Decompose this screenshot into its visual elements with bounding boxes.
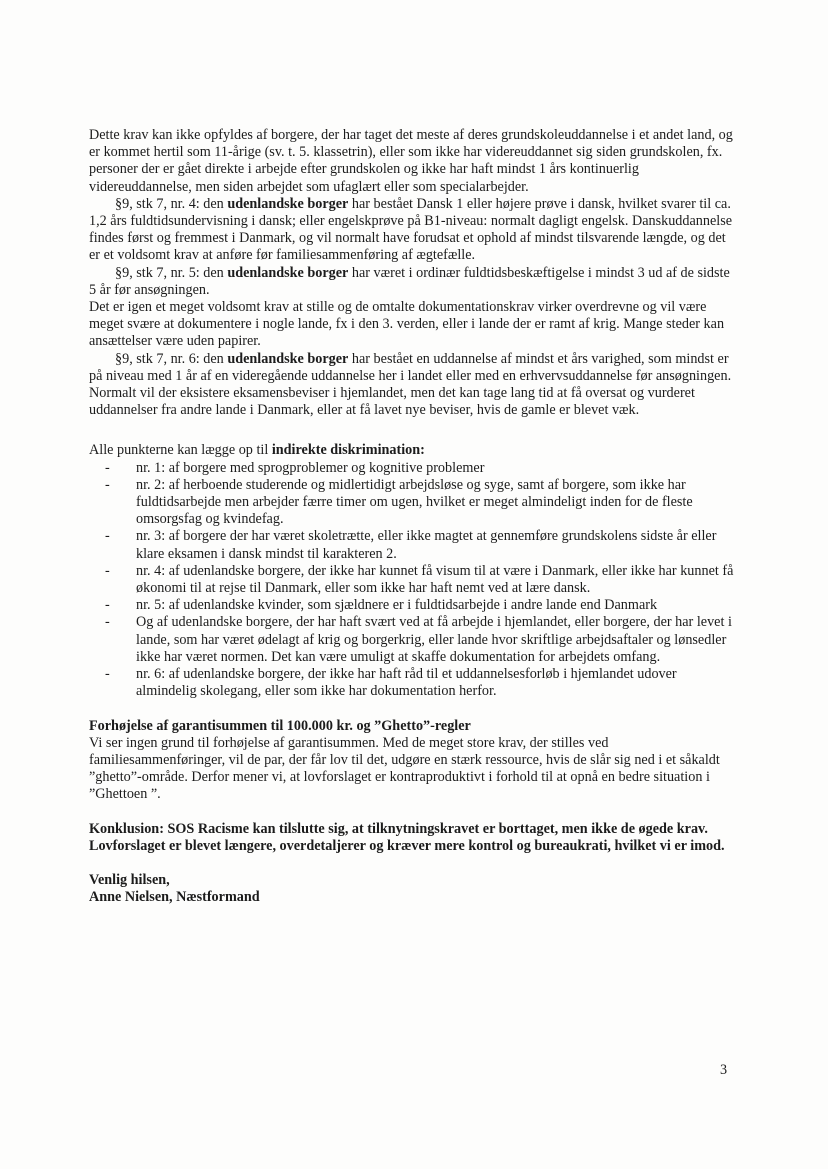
paragraph-7 — [89, 442, 739, 459]
list-dash: - — [105, 597, 110, 614]
list-item — [105, 614, 739, 666]
paragraph-5-rest: har bestået en uddannelse af mindst et års varighed, som mindst er på niveau med 1 år af en videregående uddannelse her i landet eller med en erhvervsuddannelse før ansøgningen. — [89, 350, 732, 384]
section-text: Vi ser ingen grund til forhøjelse af garantisummen. Med de meget store krav, der stilles ved familiesammenføringer, vil de par, der får lov til det, udgøre en stærk ressource, hvis de slår sig ned i et såkaldt ”ghetto”-område. Derfor mener vi, at lovforslaget er kontraproduktivt i forhold til at opnå en bedre situation i ”Ghettoen ”. — [89, 734, 720, 803]
paragraph-3-bold: udenlandske borger — [227, 264, 349, 281]
paragraph-4: Det er igen et meget voldsomt krav at stille og de omtalte dokumentationskrav virker overdrevne og vil være meget svære at dokumentere i nogle lande, fx i den 3. verden, eller i lande der er ramt af krig. Mange steder kan ansættelser være uden papirer. — [89, 299, 725, 350]
paragraph-5-bold: udenlandske borger — [227, 350, 349, 367]
list-item — [105, 528, 739, 562]
signoff-greeting — [89, 872, 739, 889]
list-item-text: Og af udenlandske borgere, der har haft svært ved at få arbejde i hjemlandet, eller borgere, der har levet i lande, som har været ødelagt af krig og borgerkrig, eller lande hvor skriftlige arbejdsaftaler og lønsedler ikke har været normen. Det kan være umuligt at skaffe dokumentation for arbejdets omfang. — [136, 614, 732, 665]
list-item-text: nr. 2: af herboende studerende og midlertidigt arbejdsløse og syge, samt af borgere, som ikke har fuldtidsarbejde men arbejder færre timer om ugen, hvilket er meget almindeligt inden for de fleste omsorgsfag og kvindefag. — [136, 476, 693, 528]
paragraph-3-lead: §9, stk 7, nr. 5: den — [115, 264, 228, 281]
list-item-text: nr. 3: af borgere der har været skoletrætte, eller ikke magtet at gennemføre grundskolens sidste år eller klare eksamen i dansk mindst til karakteren 2. — [136, 528, 717, 562]
list-item — [105, 563, 739, 597]
list-item — [105, 460, 739, 477]
list-item-text: nr. 6: af udenlandske borgere, der ikke har haft råd til et uddannelsesforløb i hjemlandet udover almindelig skolegang, eller som ikke har dokumentation herfor. — [136, 666, 677, 700]
signoff-greeting-text: Venlig hilsen, — [89, 871, 170, 888]
page-number: 3 — [720, 1062, 728, 1078]
document-body — [89, 127, 739, 906]
paragraph-5 — [89, 351, 739, 385]
list-dash: - — [105, 528, 110, 545]
paragraph-2-lead: §9, stk 7, nr. 4: den — [115, 195, 228, 212]
list-dash: - — [105, 614, 110, 631]
signoff-name-text: Anne Nielsen, Næstformand — [89, 889, 260, 906]
list-item-text: nr. 5: af udenlandske kvinder, som sjældnere er i fuldtidsarbejde i andre lande end Danmark — [136, 597, 658, 614]
list-item-text: nr. 4: af udenlandske borgere, der ikke har kunnet få visum til at være i Danmark, eller ikke har kunnet få økonomi til at rejse til Danmark, eller som ikke har haft nemt ved at lære dansk. — [136, 562, 734, 597]
paragraph-5-lead: §9, stk 7, nr. 6: den — [115, 350, 228, 367]
conclusion — [89, 821, 739, 855]
list-dash: - — [105, 476, 110, 493]
section-heading — [89, 718, 739, 735]
list-item-text: nr. 1: af borgere med sprogproblemer og kognitive problemer — [136, 459, 485, 476]
list-dash: - — [105, 666, 110, 683]
list-dash: - — [105, 459, 110, 476]
paragraph-3-rest: har været i ordinær fuldtidsbeskæftigelse i mindst 3 ud af de sidste 5 år før ansøgningen. — [89, 264, 730, 298]
paragraph-3 — [89, 265, 739, 299]
conclusion-text: Konklusion: SOS Racisme kan tilslutte sig, at tilknytningskravet er borttaget, men ikke de øgede krav. Lovforslaget er blevet længere, overdetaljerer og kræver mere kontrol og bureaukrati, hvilket vi er imod. — [89, 820, 725, 854]
list-item — [105, 597, 739, 614]
section-heading-text: Forhøjelse af garantisummen til 100.000 kr. og ”Ghetto”-regler — [89, 717, 471, 734]
paragraph-2 — [89, 196, 739, 265]
discrimination-list — [89, 460, 739, 701]
list-dash: - — [105, 562, 110, 579]
paragraph-6: Normalt vil der eksistere eksamensbeviser i hjemlandet, men det kan tage lang tid at få oversat og vurderet uddannelser fra andre lande i Danmark, eller at få lavet nye beviser, hvis de gamle er blevet væk. — [89, 385, 695, 419]
paragraph-1: Dette krav kan ikke opfyldes af borgere, der har taget det meste af deres grundskoleuddannelse i et andet land, og er kommet hertil som 11-årige (sv. t. 5. klassetrin), eller som ikke har videreuddannet sig siden grundskolen, fx. personer der er gået direkte i arbejde efter grundskolen og ikke har haft mindst 1 års kontinuerlig videreuddannelse, men siden arbejdet som ufaglært eller som specialarbejder. — [89, 127, 733, 195]
paragraph-2-bold: udenlandske borger — [227, 195, 349, 212]
paragraph-7-bold: indirekte diskrimination: — [271, 442, 425, 459]
list-item — [105, 477, 739, 529]
signoff-name — [89, 889, 739, 906]
list-item — [105, 666, 739, 700]
paragraph-2-rest: har bestået Dansk 1 eller højere prøve i dansk, hvilket svarer til ca. 1,2 års fuldtidsundervisning i dansk; eller engelskprøve på B1-niveau: normalt dagligt engelsk. Danskuddannelse findes først og fremmest i Danmark, og vil normalt have forudsat et ophold af mindst tilsvarende længde, og det er et voldsomt krav at anføre før familiesammenføring af ægtefælle. — [89, 195, 733, 264]
paragraph-7-lead: Alle punkterne kan lægge op til — [89, 442, 272, 459]
